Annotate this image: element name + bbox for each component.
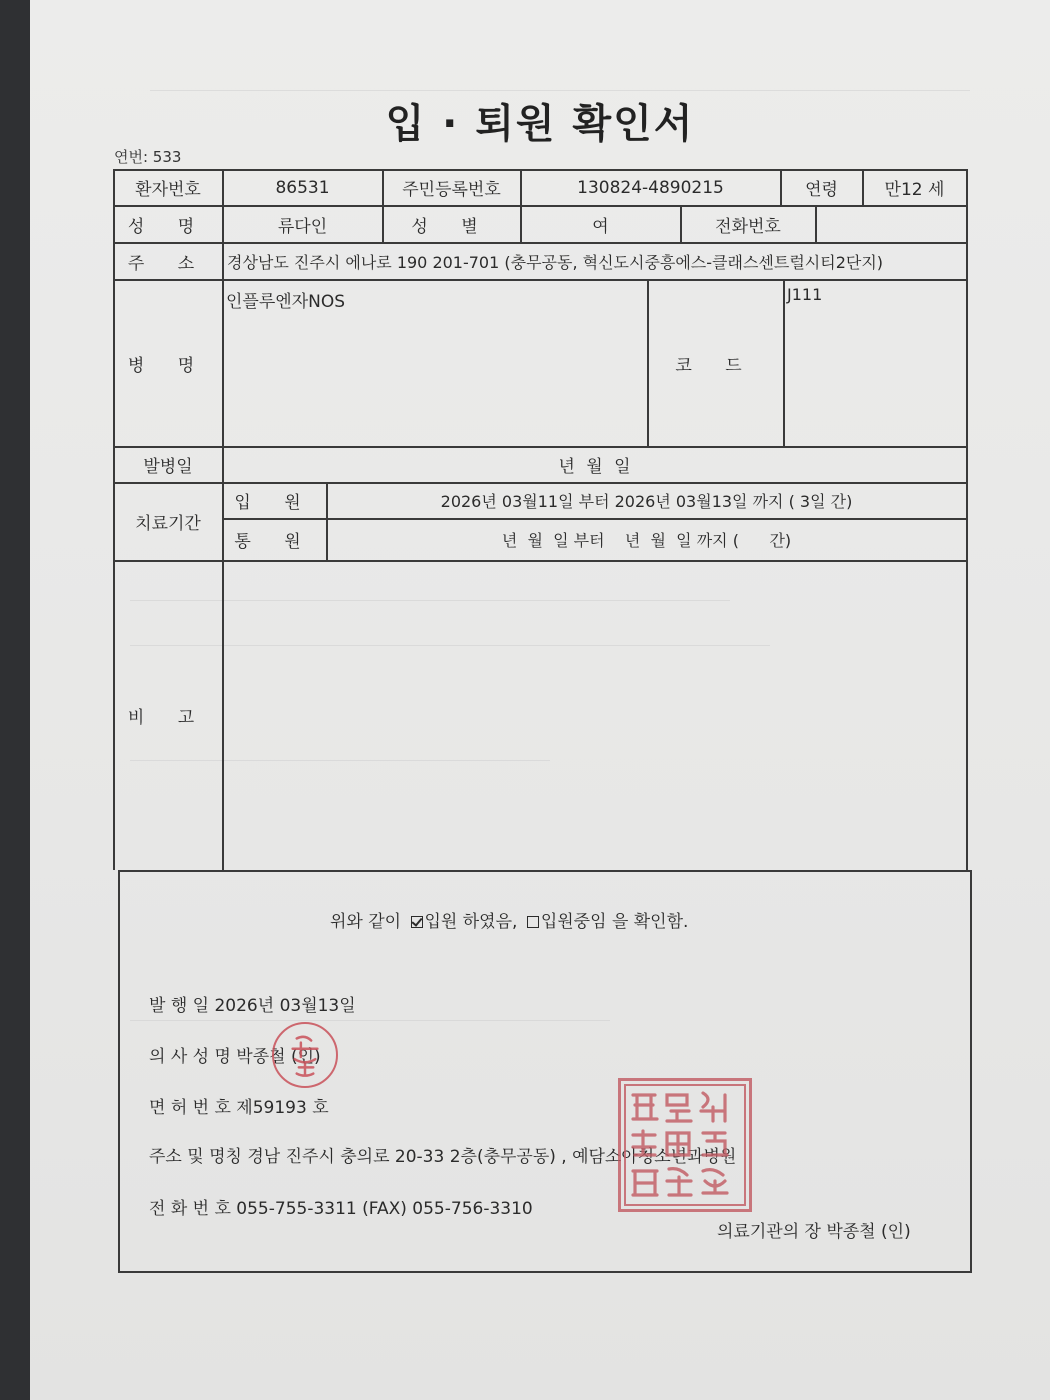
name-value: 류다인 <box>277 216 328 237</box>
name-label: 성 명 <box>127 216 209 237</box>
confirm-box-left <box>118 870 120 1272</box>
phone-label: 전화번호 <box>715 216 781 237</box>
patient-id-label: 환자번호 <box>135 180 201 200</box>
code-value: J111 <box>787 285 823 304</box>
confirm-box-right <box>970 870 972 1272</box>
phone-value <box>816 206 966 242</box>
doctor-name: 의 사 성 명 박종철 (인) <box>149 1047 321 1067</box>
patient-id-value: 86531 <box>275 177 330 198</box>
doctor-seal-icon <box>272 1022 338 1088</box>
onset-value: 년 월 일 <box>558 457 631 477</box>
remarks-value <box>223 561 966 870</box>
age-value: 만12 세 <box>884 180 945 200</box>
confirm-box-top <box>118 870 972 872</box>
issue-date: 발 행 일 2026년 03월13일 <box>149 996 356 1016</box>
diagnosis-label: 병 명 <box>127 355 209 376</box>
treatment-period-label: 치료기간 <box>135 514 201 534</box>
diagnosis-value: 인플루엔자NOS <box>226 292 345 312</box>
code-label: 코 드 <box>675 355 756 376</box>
confirmation-prefix: 위와 같이 <box>330 912 402 932</box>
institution-seal-icon <box>618 1078 752 1212</box>
sex-label: 성 별 <box>411 216 492 237</box>
sex-value: 여 <box>592 216 609 237</box>
institution-address: 주소 및 명칭 경남 진주시 충의로 20-33 2층(충무공동) , 예담소아청소년과병원 <box>149 1147 737 1167</box>
hospitalized-checkbox[interactable] <box>527 916 539 928</box>
outpatient-label: 통 원 <box>234 532 315 552</box>
rrn-label: 주민등록번호 <box>402 180 501 200</box>
inpatient-label: 입 원 <box>234 493 315 513</box>
serial-number: 연번: 533 <box>114 148 182 166</box>
outpatient-period-value: 년 월 일 부터 년 월 일 까지 ( 간) <box>501 531 792 550</box>
inpatient-period-value: 2026년 03월11일 부터 2026년 03월13일 까지 ( 3일 간) <box>440 492 853 511</box>
admitted-checkbox[interactable] <box>411 916 423 928</box>
option-admitted-label: 입원 하였음, <box>424 912 518 932</box>
address-label: 주 소 <box>127 253 209 274</box>
confirmation-suffix: 을 확인함. <box>611 912 689 932</box>
institution-head: 의료기관의 장 박종철 (인) <box>717 1222 911 1242</box>
age-label: 연령 <box>805 180 838 200</box>
institution-phone: 전 화 번 호 055-755-3311 (FAX) 055-756-3310 <box>149 1199 533 1219</box>
remarks-label: 비 고 <box>127 708 209 728</box>
option-hospitalized-label: 입원중임 <box>540 912 607 932</box>
rrn-value: 130824-4890215 <box>577 177 724 198</box>
document-title: 입 · 퇴원 확인서 <box>385 101 695 147</box>
onset-label: 발병일 <box>143 457 193 477</box>
confirm-box-bottom <box>118 1271 972 1273</box>
address-value: 경상남도 진주시 에나로 190 201-701 (충무공동, 혁신도시중흥에스-클래스센트럴시티2단지) <box>227 252 884 272</box>
document-sheet <box>30 0 1050 1400</box>
confirmation-statement <box>330 907 688 932</box>
license-number: 면 허 번 호 제59193 호 <box>149 1098 329 1118</box>
